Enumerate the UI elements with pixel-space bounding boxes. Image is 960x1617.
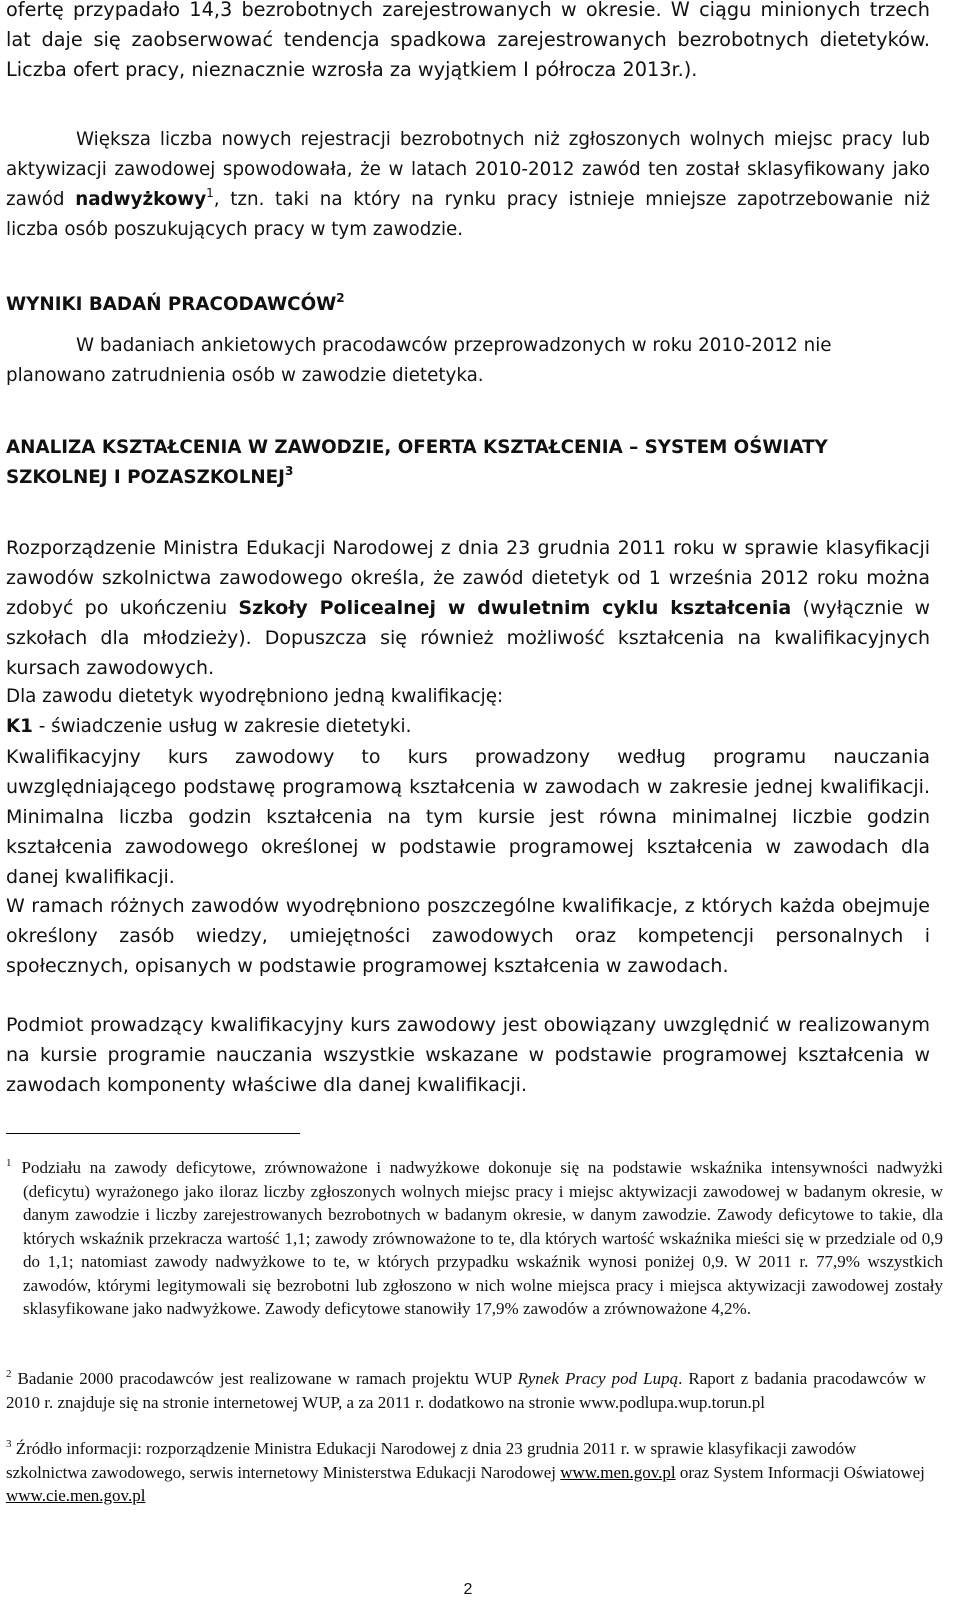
paragraph-qualification-intro (6, 682, 930, 712)
paragraph-text: W badaniach ankietowych pracodawców przeprowadzonych w roku 2010-2012 nie planowano zatrudnienia osób w zawodzie dietetyka. (6, 335, 832, 386)
footnote-text: . Raport z badania pracodawców w 2010 r. znajduje się na stronie internetowej WUP, a za 2011 r. dodatkowo na stronie www.podlupa.wup.torun.pl (6, 1369, 926, 1412)
footnote-1 (6, 1156, 943, 1321)
paragraph-unemployment-offers (6, 0, 930, 85)
footnote-text: Podziału na zawody deficytowe, zrównoważone i nadwyżkowe dokonuje się na podstawie wskaźnika intensywności nadwyżki (deficytu) wyrażonego jako iloraz liczby zgłoszonych wolnych miejsc pracy i miejsc aktywizacji zawodowej w badanym okresie, w danym zawodzie i liczby zarejestrowanych bezrobotnych w badanym okresie, w danym zawodzie. Zawody deficytowe to takie, dla których wskaźnik przekracza wartość 1,1; zawody zrównoważone to te, dla których wartość wskaźnika mieści się w przedziale od 0,9 do 1,1; natomiast zawody nadwyżkowe to te, w których przypadku wskaźnik wynosi poniżej 0,9. W 2011 r. 77,9% wszystkich zawodów, którymi legitymowali się bezrobotni lub zgłoszono w nich wolne miejsca pracy i miejsca aktywizacji zawodowej zostały sklasyfikowane jako nadwyżkowe. Zawody deficytowe stanowiły 17,9% zawodów a zrównoważone 4,2%. (21, 1158, 943, 1318)
heading-text: ANALIZA KSZTAŁCENIA W ZAWODZIE, OFERTA KSZTAŁCENIA – SYSTEM OŚWIATY SZKOLNEJ I POZASZKOLNEJ (6, 437, 828, 488)
paragraph-text: Większa liczba nowych rejestracji bezrobotnych niż zgłoszonych wolnych miejsc pracy lub aktywizacji zawodowej spowodowała, że w latach 2010-2012 zawód ten został sklasyfikowany jako zawód (6, 129, 930, 210)
footnote-3 (6, 1437, 926, 1508)
heading-employer-survey (6, 290, 930, 320)
footnote-ref-3[interactable]: 3 (284, 464, 294, 478)
paragraph-course-provider (6, 1010, 930, 1100)
heading-education-analysis (6, 433, 930, 493)
page-number: 2 (463, 1581, 473, 1598)
footnote-text: oraz System Informacji Oświatowej (675, 1462, 925, 1482)
footnote-ref-1[interactable]: 1 (206, 186, 214, 200)
paragraph-text: Dla zawodu dietetyk wyodrębniono jedną kwalifikację: (6, 686, 504, 707)
paragraph-text: Podmiot prowadzący kwalifikacyjny kurs zawodowy jest obowiązany uwzględnić w realizowanym na kursie programie nauczania wszystkie wskazane w podstawie programowej kształcenia w zawodach komponenty właściwe dla danej kwalifikacji. (6, 1014, 930, 1096)
link-cie-men-gov[interactable]: www.cie.men.gov.pl (6, 1486, 146, 1505)
paragraph-qualification-k1 (6, 712, 930, 742)
project-name: Rynek Pracy pod Lupą (517, 1369, 679, 1388)
qualification-code: K1 (6, 716, 33, 737)
paragraph-text: Kwalifikacyjny kurs zawodowy to kurs prowadzony według programu nauczania uwzględniającego podstawę programową kształcenia w zawodach w zakresie jednej kwalifikacji. Minimalna liczba godzin kształcenia na tym kursie jest równa minimalnej liczbie godzin kształcenia zawodowego określonej w podstawie programowej kształcenia w zawodach dla danej kwalifikacji. (6, 746, 930, 888)
paragraph-text: (wyłącznie w szkołach dla młodzieży). Dopuszcza się również możliwość kształcenia na kwalifikacyjnych kursach zawodowych. (6, 597, 931, 679)
footnote-number: 1 (6, 1157, 12, 1169)
footnote-number: 2 (6, 1368, 12, 1380)
footnote-2 (6, 1367, 926, 1414)
bold-term: nadwyżkowy (75, 189, 207, 210)
footnote-text: Badanie 2000 pracodawców jest realizowane w ramach projektu WUP (11, 1369, 518, 1388)
paragraph-qualifications-scope (6, 891, 930, 981)
paragraph-employer-survey (6, 331, 930, 391)
footnote-ref-2[interactable]: 2 (336, 291, 345, 305)
paragraph-text: ofertę przypadało 14,3 bezrobotnych zarejestrowanych w okresie. W ciągu minionych trzech lat daje się zaobserwować tendencja spadkowa zarejestrowanych bezrobotnych dietetyków. Liczba ofert pracy, nieznacznie wzrosła za wyjątkiem I półrocza 2013r.). (6, 0, 930, 81)
paragraph-regulation (6, 533, 930, 683)
paragraph-text: W ramach różnych zawodów wyodrębniono poszczególne kwalifikacje, z których każda obejmuje określony zasób wiedzy, umiejętności zawodowych oraz kompetencji personalnych i społecznych, opisanych w podstawie programowej kształcenia w zawodach. (6, 895, 930, 977)
paragraph-surplus-profession (6, 125, 930, 245)
footnote-number: 3 (6, 1438, 12, 1450)
paragraph-course-definition (6, 742, 930, 892)
heading-text: WYNIKI BADAŃ PRACODAWCÓW (6, 294, 337, 315)
paragraph-text: , tzn. taki na który na rynku pracy istnieje mniejsze zapotrzebowanie niż liczba osób poszukujących pracy w tym zawodzie. (6, 189, 930, 240)
footnote-text: Źródło informacji: rozporządzenie Ministra Edukacji Narodowej z dnia 23 grudnia 2011 r. w sprawie klasyfikacji zawodów szkolnictwa zawodowego, serwis internetowy Ministerstwa Edukacji Narodowej (6, 1439, 857, 1482)
paragraph-text: - świadczenie usług w zakresie dietetyki. (32, 716, 412, 737)
link-men-gov[interactable]: www.men.gov.pl (560, 1462, 676, 1482)
paragraph-text: Rozporządzenie Ministra Edukacji Narodowej z dnia 23 grudnia 2011 roku w sprawie klasyfikacji zawodów szkolnictwa zawodowego określa, że zawód dietetyk od 1 września 2012 roku można zdobyć po ukończeniu (6, 537, 930, 619)
footnote-separator (6, 1133, 300, 1134)
bold-school-type: Szkoły Policealnej w dwuletnim cyklu kształcenia (238, 597, 792, 619)
